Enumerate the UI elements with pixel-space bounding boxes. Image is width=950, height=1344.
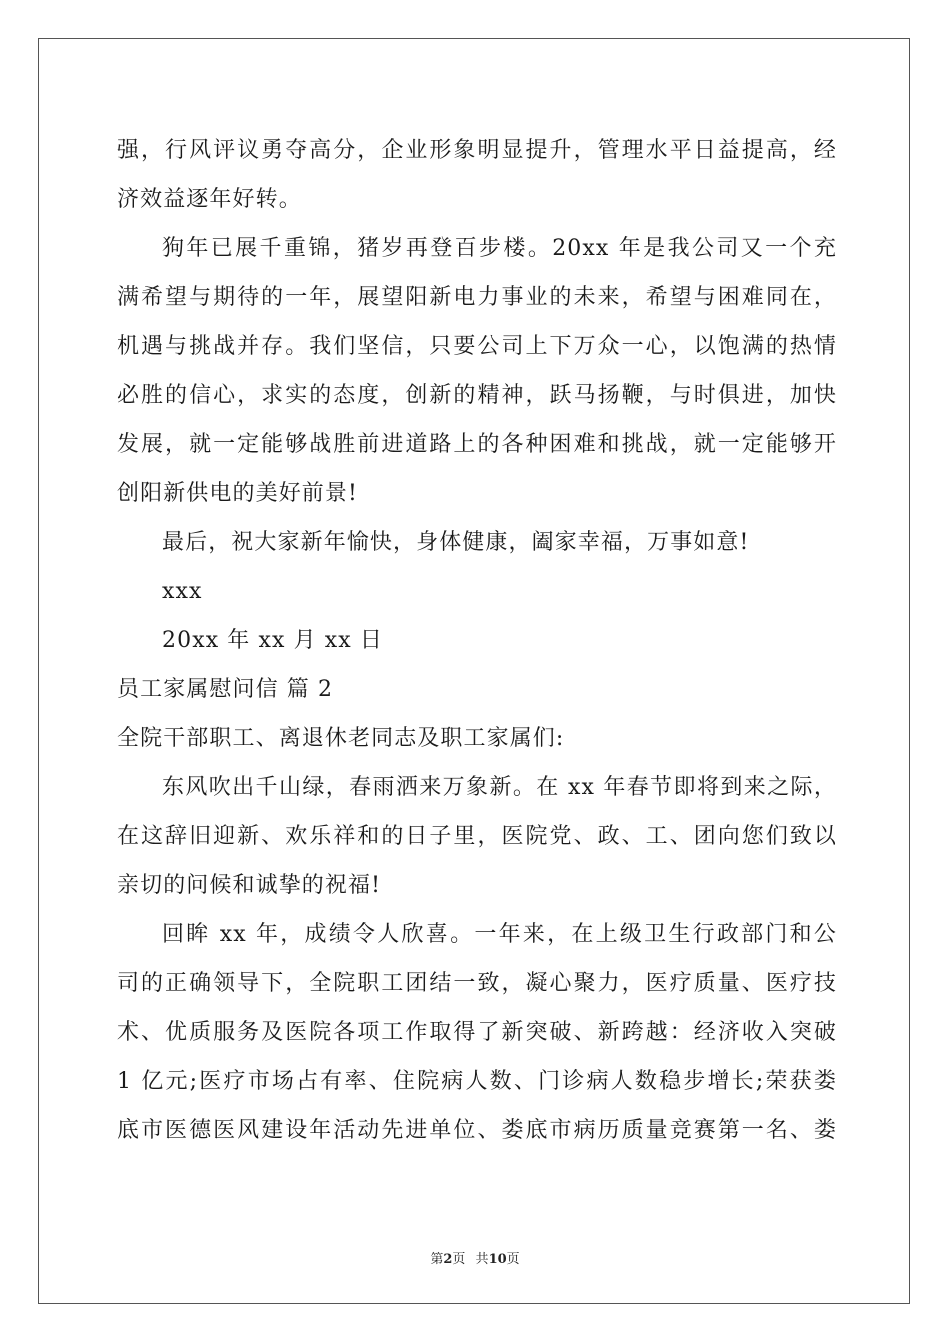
document-body — [117, 126, 837, 1155]
text-line: 亲切的问候和诚挚的祝福! — [117, 873, 382, 898]
text-line: 济效益逐年好转。 — [117, 187, 302, 212]
text-line: 狗年已展千重锦，猪岁再登百步楼。20xx 年是我公司又一个充 — [162, 236, 837, 261]
total-page-count: 10 — [488, 1252, 507, 1267]
closing-wishes: 最后，祝大家新年愉快，身体健康，阖家幸福，万事如意! — [162, 530, 750, 555]
footer-prefix: 第 — [430, 1252, 444, 1267]
letter-date: 20xx 年 xx 月 xx 日 — [162, 628, 384, 653]
footer-total-prefix: 共 — [475, 1252, 489, 1267]
text-line: 东风吹出千山绿，春雨洒来万象新。在 xx 年春节即将到来之际， — [162, 775, 837, 800]
text-line: 强，行风评议勇夺高分，企业形象明显提升，管理水平日益提高，经 — [117, 138, 837, 163]
salutation: 全院干部职工、离退休老同志及职工家属们: — [117, 726, 565, 751]
page-footer — [0, 1248, 950, 1267]
text-line: 必胜的信心，求实的态度，创新的精神，跃马扬鞭，与时俱进，加快 — [117, 383, 837, 408]
text-line: 创阳新供电的美好前景! — [117, 481, 358, 506]
signature: xxx — [162, 579, 203, 604]
text-line: 机遇与挑战并存。我们坚信，只要公司上下万众一心，以饱满的热情 — [117, 334, 837, 359]
text-line: 在这辞旧迎新、欢乐祥和的日子里，医院党、政、工、团向您们致以 — [117, 824, 837, 849]
text-line: 底市医德医风建设年活动先进单位、娄底市病历质量竞赛第一名、娄 — [117, 1118, 837, 1143]
text-line: 发展，就一定能够战胜前进道路上的各种困难和挑战，就一定能够开 — [117, 432, 837, 457]
text-line: 1 亿元;医疗市场占有率、住院病人数、门诊病人数稳步增长;荣获娄 — [117, 1069, 837, 1094]
text-line: 术、优质服务及医院各项工作取得了新突破、新跨越：经济收入突破 — [117, 1020, 837, 1045]
text-line: 回眸 xx 年，成绩令人欣喜。一年来，在上级卫生行政部门和公 — [162, 922, 837, 947]
section-title: 员工家属慰问信 篇 2 — [117, 677, 334, 702]
text-line: 司的正确领导下，全院职工团结一致，凝心聚力，医疗质量、医疗技 — [117, 971, 837, 996]
text-line: 满希望与期待的一年，展望阳新电力事业的未来，希望与困难同在， — [117, 285, 837, 310]
current-page-number: 2 — [443, 1252, 453, 1267]
footer-total-suffix: 页 — [506, 1252, 520, 1267]
footer-page-suffix: 页 — [452, 1252, 466, 1267]
